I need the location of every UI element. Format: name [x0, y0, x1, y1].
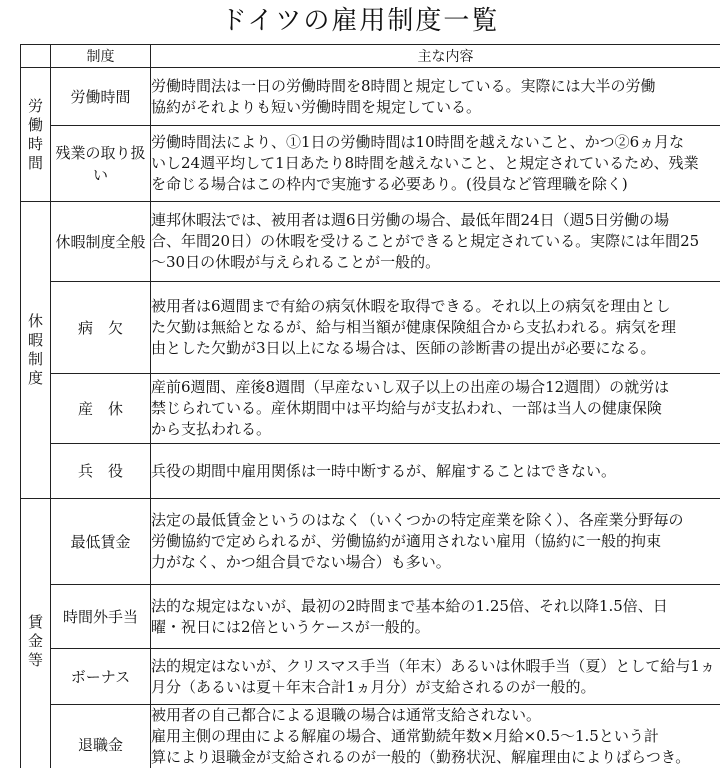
content-cell [151, 444, 720, 499]
category-wages [21, 499, 51, 768]
content-line: 法定の最低賃金というのはなく（いくつかの特定産業を除く）、各産業分野毎の [151, 511, 684, 529]
item-cell: 休暇制度全般 [51, 202, 151, 282]
item-cell: 兵 役 [51, 444, 151, 499]
table-row [21, 202, 720, 282]
content-line: 雇用主側の理由による解雇の場合、通常勤続年数×月給×0.5〜1.5という計 [151, 727, 659, 745]
category-leave-system [21, 202, 51, 499]
content-line: 合、年間20日）の休暇を受けることができると規定されている。実際には年間25 [151, 232, 700, 250]
content-line: 月分（あるいは夏＋年末合計1ヵ月分）が支給されるのが一般的。 [151, 677, 596, 696]
content-line: 労働時間法により、①1日の労働時間は10時間を越えないこと、かつ②6ヵ月な [151, 133, 685, 151]
table-row [21, 444, 720, 499]
item-cell: 最低賃金 [51, 499, 151, 585]
table-row [21, 499, 720, 585]
content-cell [151, 705, 720, 768]
content-cell [151, 585, 720, 649]
content-line: 法的な規定はないが、最初の2時間まで基本給の1.25倍、それ以降1.5倍、日 [151, 596, 668, 615]
item-cell: ボーナス [51, 649, 151, 705]
table-row [21, 705, 720, 768]
content-line: 法的規定はないが、クリスマス手当（年末）あるいは休暇手当（夏）として給与1ヵ [151, 656, 715, 675]
content-cell [151, 374, 720, 444]
content-line: 被用者は6週間まで有給の病気休暇を取得できる。それ以上の病気を理由とし [151, 297, 671, 315]
content-line: た欠勤は無給となるが、給与相当額が健康保険組合から支払われる。病気を理 [151, 318, 677, 336]
table-row [21, 374, 720, 444]
table-row [21, 585, 720, 649]
content-cell [151, 126, 720, 202]
content-cell [151, 282, 720, 374]
table-row [21, 649, 720, 705]
category-label: 労働時間 [27, 96, 43, 172]
content-line: 〜30日の休暇が与えられることが一般的。 [151, 253, 441, 271]
table-row [21, 126, 720, 202]
content-line: から支払われる。 [151, 420, 272, 438]
content-line: を命じる場合はこの枠内で実施する必要あり。(役員など管理職を除く) [151, 175, 628, 193]
table-row [21, 282, 720, 374]
item-cell: 退職金 [51, 705, 151, 768]
category-label: 賃金等 [27, 613, 43, 669]
table-header-row [21, 45, 720, 68]
header-category-cell [21, 45, 51, 68]
content-line: 曜・祝日には2倍というケースが一般的。 [151, 617, 430, 636]
item-cell: 病 欠 [51, 282, 151, 374]
content-line: 兵役の期間中雇用関係は一時中断するが、解雇することはできない。 [151, 461, 617, 480]
content-line: いし24週平均して1日あたり8時間を越えないこと、と規定されているため、残業 [151, 154, 699, 172]
content-line: 禁じられている。産休期間中は平均給与が支払われ、一部は当人の健康保険 [151, 399, 662, 417]
content-line: 連邦休暇法では、被用者は週6日労働の場合、最低年間24日（週5日労働の場 [151, 211, 670, 229]
content-cell [151, 649, 720, 705]
header-system: 制度 [51, 45, 151, 68]
category-label: 休暇制度 [27, 312, 43, 387]
content-cell [151, 499, 720, 585]
page-title: ドイツの雇用制度一覧 [220, 6, 500, 36]
content-line: 被用者の自己都合による退職の場合は通常支給されない。 [151, 706, 542, 724]
content-cell [151, 202, 720, 282]
employment-system-table [20, 44, 720, 768]
table-row [21, 68, 720, 126]
category-working-hours [21, 68, 51, 202]
item-cell: 時間外手当 [51, 585, 151, 649]
header-content: 主な内容 [151, 45, 720, 68]
content-line: 労働協約で定められるが、労働協約が適用されない雇用（協約に一般的拘束 [151, 532, 662, 550]
item-cell: 残業の取り扱い [51, 126, 151, 202]
content-line: 産前6週間、産後8週間（早産ないし双子以上の出産の場合12週間）の就労は [151, 378, 670, 396]
item-cell: 労働時間 [51, 68, 151, 126]
content-line: 由とした欠勤が3日以上になる場合は、医師の診断書の提出が必要になる。 [151, 339, 656, 357]
content-line: 力がなく、かつ組合員でない場合）も多い。 [151, 553, 451, 571]
content-cell [151, 68, 720, 126]
item-cell: 産 休 [51, 374, 151, 444]
content-line: 算により退職金が支給されるのが一般的（勤務状況、解雇理由によりばらつき。 [151, 748, 691, 766]
content-line: 労働時間法は一日の労働時間を8時間と規定している。実際には大半の労働 [151, 76, 656, 95]
content-line: 協約がそれよりも短い労働時間を規定している。 [151, 97, 482, 116]
